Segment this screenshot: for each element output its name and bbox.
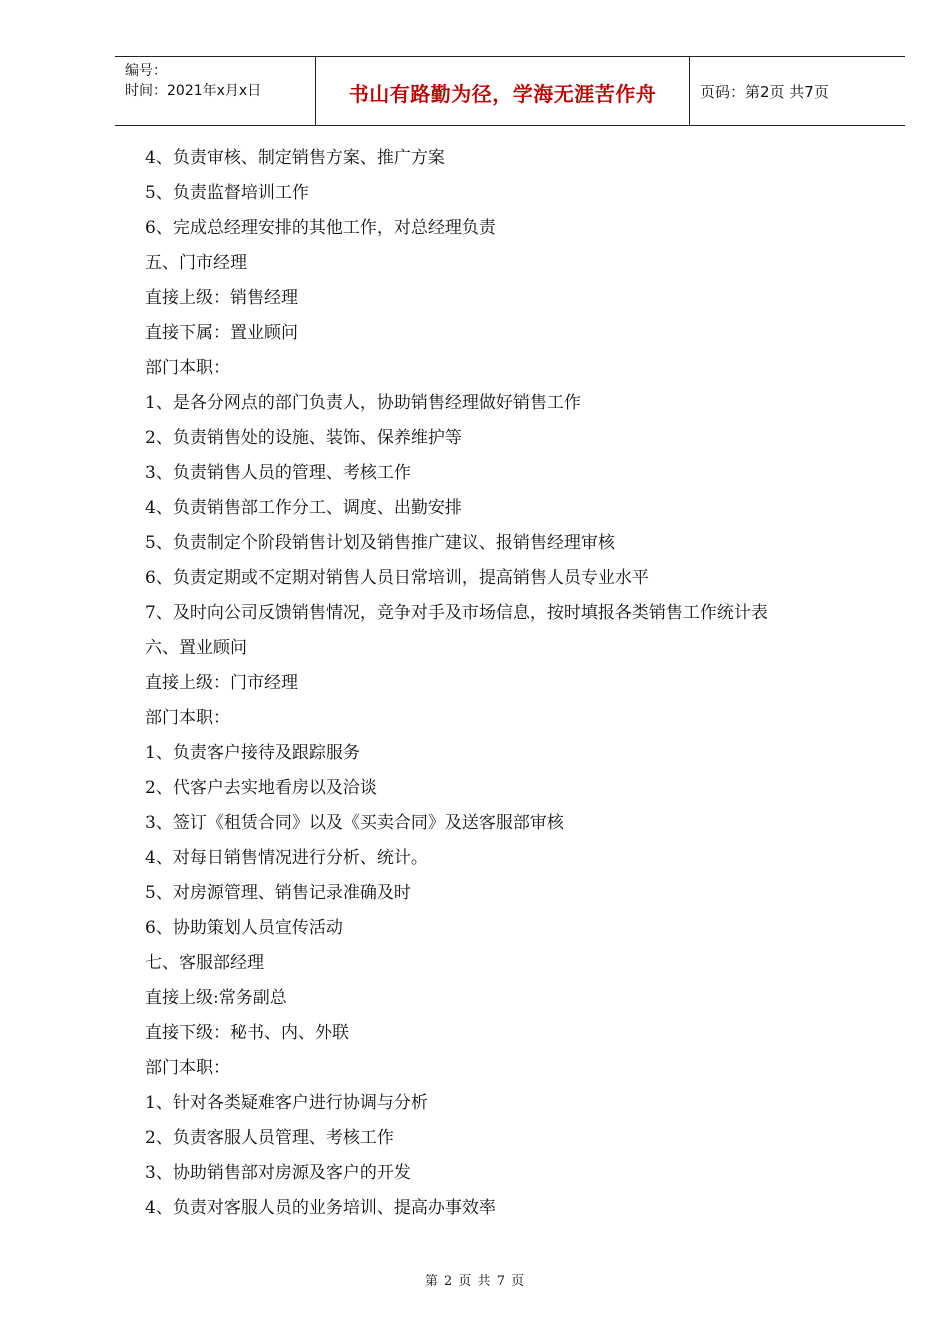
body-line: 2、负责销售处的设施、装饰、保养维护等: [145, 428, 462, 448]
body-line: 6、负责定期或不定期对销售人员日常培训，提高销售人员专业水平: [145, 568, 649, 588]
serial-number-label: 编号：: [125, 63, 167, 79]
body-line: 1、针对各类疑难客户进行协调与分析: [145, 1093, 428, 1113]
body-line: 3、协助销售部对房源及客户的开发: [145, 1163, 411, 1183]
body-line: 6、协助策划人员宣传活动: [145, 918, 343, 938]
section-heading: 七、客服部经理: [145, 953, 264, 973]
body-line: 4、负责审核、制定销售方案、推广方案: [145, 148, 445, 168]
body-line: 直接下级：秘书、内、外联: [145, 1023, 349, 1043]
body-line: 4、对每日销售情况进行分析、统计。: [145, 848, 428, 868]
body-line: 7、及时向公司反馈销售情况，竞争对手及市场信息，按时填报各类销售工作统计表: [145, 603, 768, 623]
body-line: 1、是各分网点的部门负责人，协助销售经理做好销售工作: [145, 393, 581, 413]
date-label: 时间：2021年x月x日: [125, 83, 262, 99]
body-line: 3、负责销售人员的管理、考核工作: [145, 463, 411, 483]
body-line: 部门本职：: [145, 708, 230, 728]
header-page-number: 页码：第2页 共7页: [700, 83, 829, 101]
header-motto-cell: [316, 57, 690, 125]
body-line: 5、负责制定个阶段销售计划及销售推广建议、报销售经理审核: [145, 533, 615, 553]
body-line: 5、负责监督培训工作: [145, 183, 309, 203]
body-line: 2、代客户去实地看房以及洽谈: [145, 778, 377, 798]
motto-text: 书山有路勤为径，学海无涯苦作舟: [348, 82, 657, 106]
body-line: 4、负责销售部工作分工、调度、出勤安排: [145, 498, 462, 518]
body-line: 6、完成总经理安排的其他工作，对总经理负责: [145, 218, 496, 238]
header-meta-cell: [115, 57, 316, 125]
body-line: 4、负责对客服人员的业务培训、提高办事效率: [145, 1198, 496, 1218]
body-line: 部门本职：: [145, 358, 230, 378]
body-line: 5、对房源管理、销售记录准确及时: [145, 883, 411, 903]
body-line: 直接上级：销售经理: [145, 288, 298, 308]
page-footer: 第 2 页 共 7 页: [424, 1274, 526, 1289]
body-line: 2、负责客服人员管理、考核工作: [145, 1128, 394, 1148]
header-page-cell: [690, 57, 905, 125]
document-body: [145, 142, 905, 1227]
body-line: 直接上级:常务副总: [145, 988, 287, 1008]
body-line: 部门本职：: [145, 1058, 230, 1078]
body-line: 直接上级：门市经理: [145, 673, 298, 693]
section-heading: 六、置业顾问: [145, 638, 247, 658]
body-line: 直接下属：置业顾问: [145, 323, 298, 343]
body-line: 1、负责客户接待及跟踪服务: [145, 743, 360, 763]
section-heading: 五、门市经理: [145, 253, 247, 273]
body-line: 3、签订《租赁合同》以及《买卖合同》及送客服部审核: [145, 813, 564, 833]
page-header: [115, 56, 905, 126]
